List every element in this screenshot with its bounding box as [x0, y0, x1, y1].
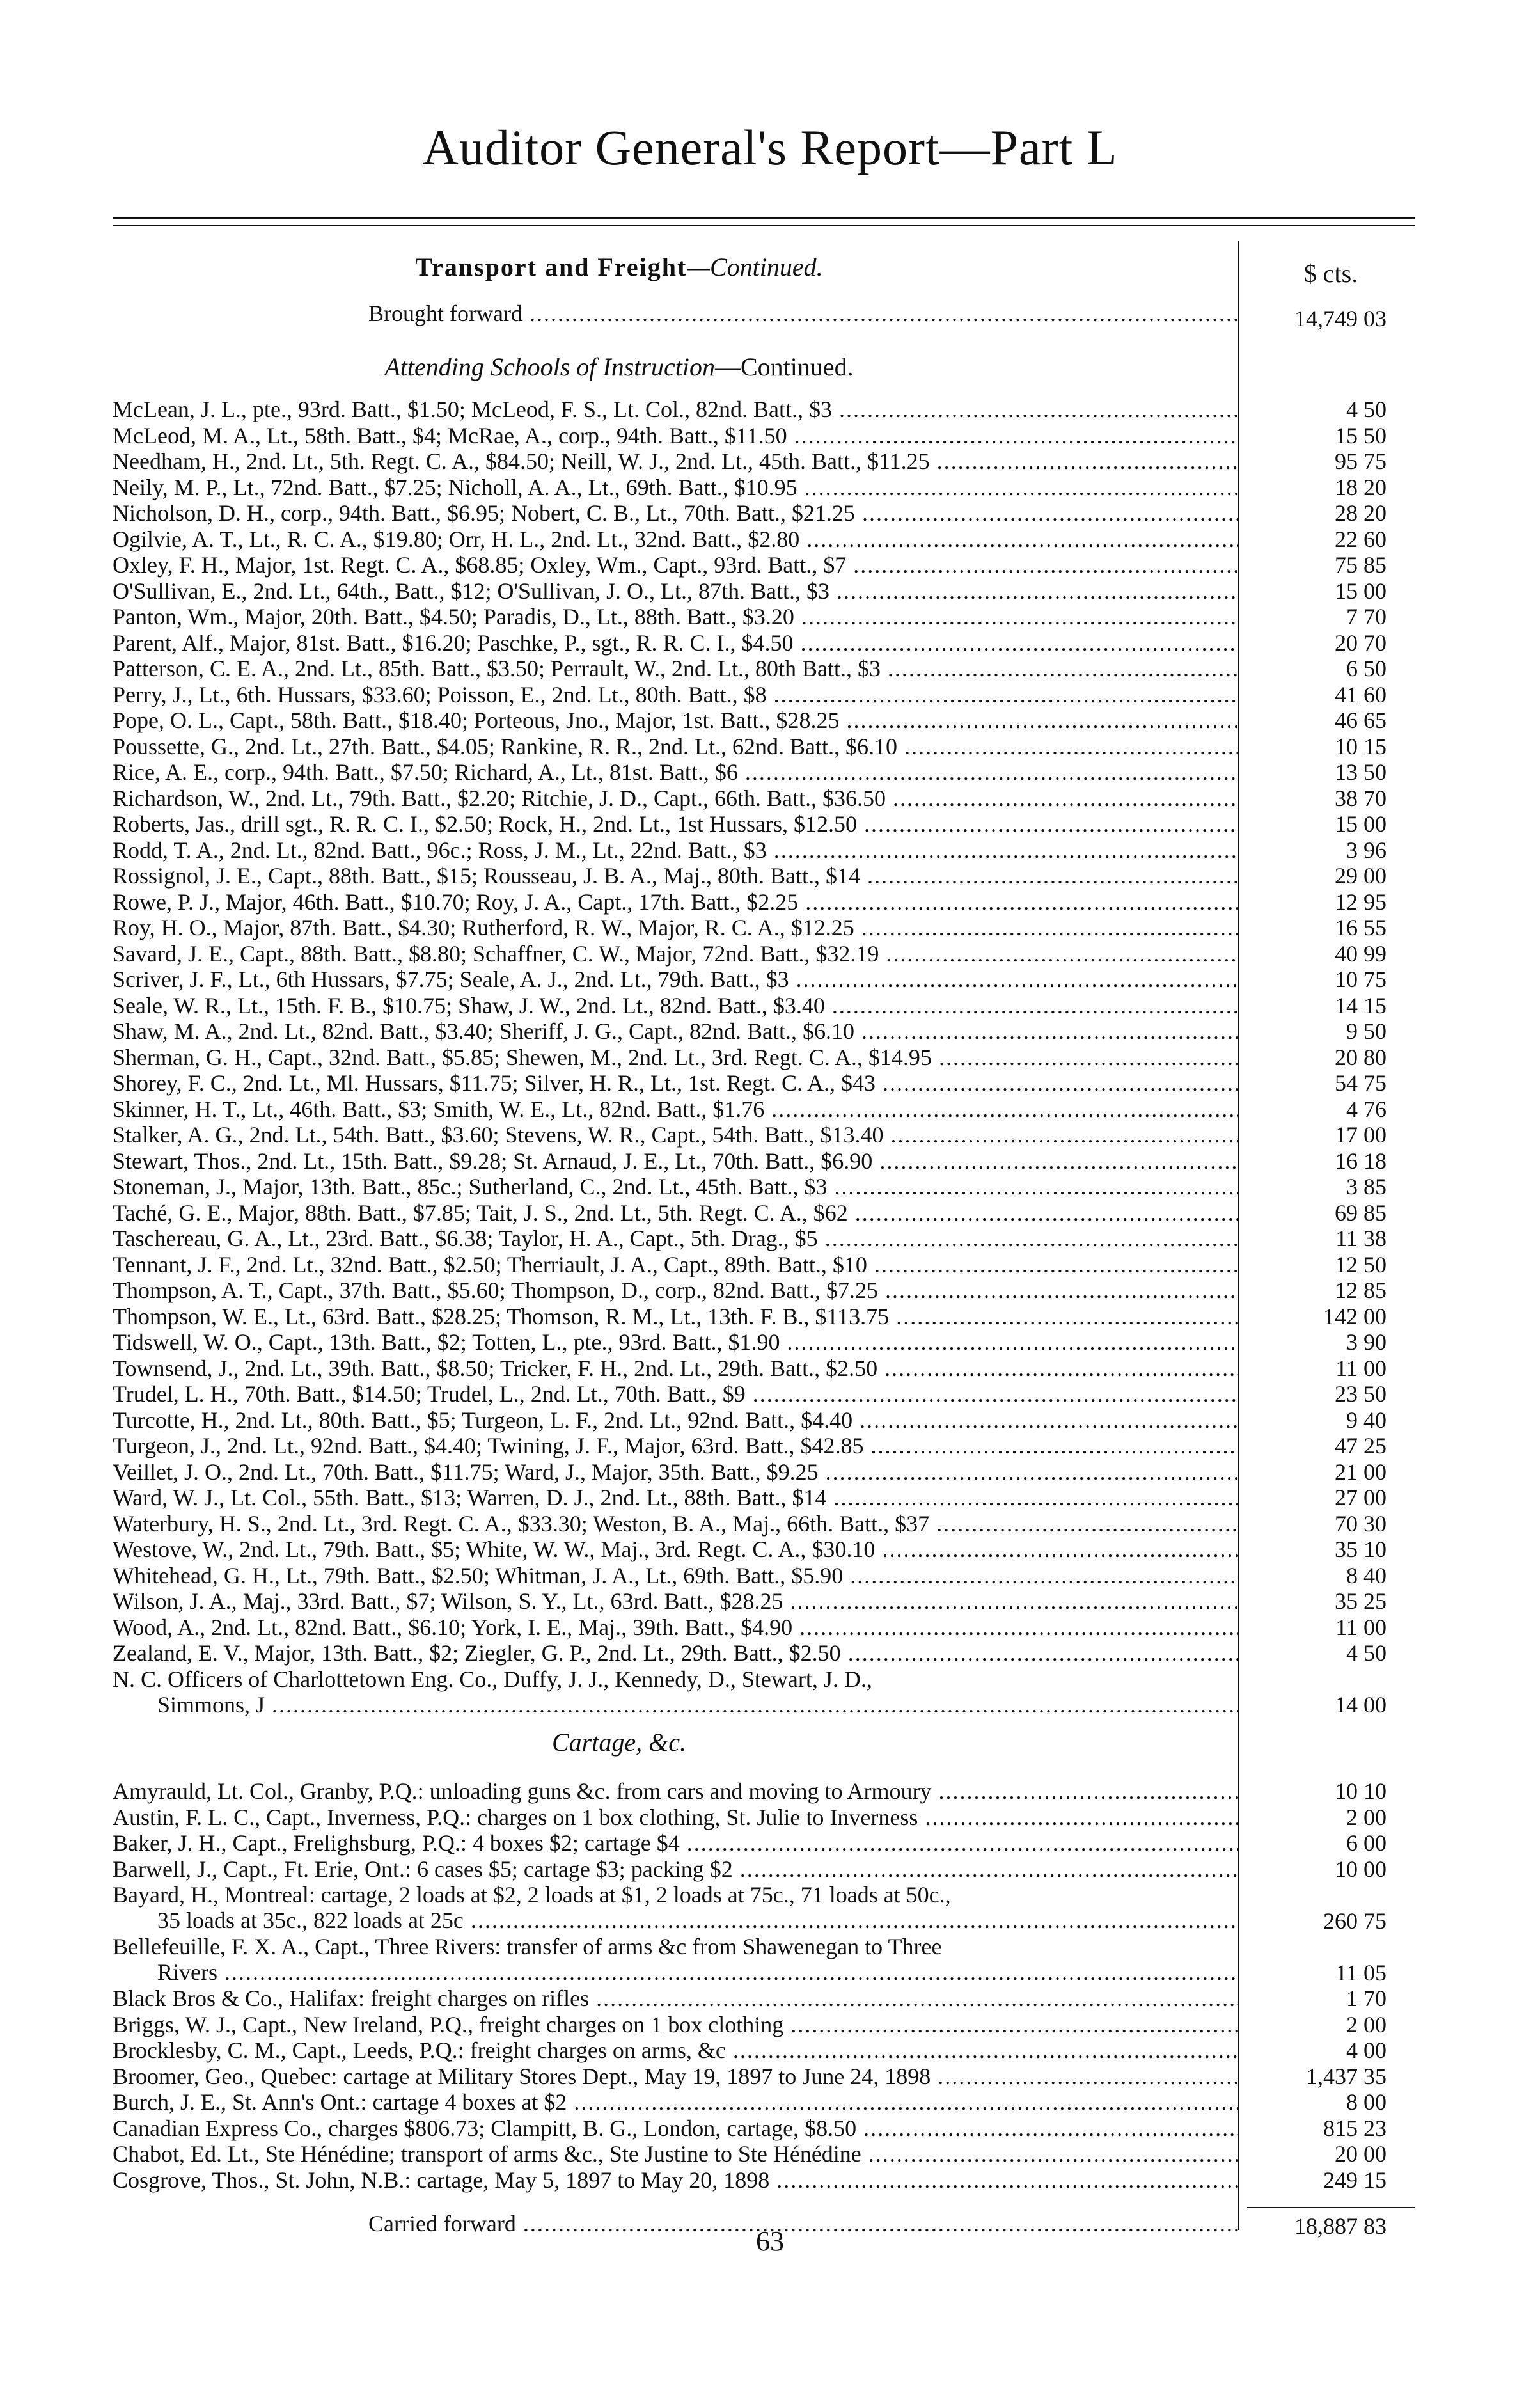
schools-entry-text: N. C. Officers of Charlottetown Eng. Co., Duffy, J. J., Kennedy, D., Stewart, J. D., — [113, 1666, 872, 1692]
schools-entry — [113, 475, 1238, 500]
cartage-entry-text: Amyrauld, Lt. Col., Granby, P.Q.: unloading guns &c. from cars and moving to Armoury ..... — [113, 1778, 1238, 1804]
schools-entry-amount: 28 20 — [1335, 500, 1387, 526]
schools-entry-text: Westove, W., 2nd. Lt., 79th. Batt., $5; White, W. W., Maj., 3rd. Regt. C. A., $30.10 ..... — [113, 1537, 1238, 1562]
cartage-entry — [113, 1882, 1238, 1933]
schools-entry-amount: 75 85 — [1335, 552, 1387, 578]
schools-entry — [113, 1148, 1238, 1174]
schools-entry-text: Stoneman, J., Major, 13th. Batt., 85c.; Sutherland, C., 2nd. Lt., 45th. Batt., $3 ..... — [113, 1174, 1238, 1199]
schools-entry-text: Neily, M. P., Lt., 72nd. Batt., $7.25; Nicholl, A. A., Lt., 69th. Batt., $10.95 ..... — [113, 475, 1238, 500]
schools-entry-amount: 3 85 — [1346, 1174, 1387, 1199]
schools-entry-text: Poussette, G., 2nd. Lt., 27th. Batt., $4.05; Rankine, R. R., 2nd. Lt., 62nd. Batt., $6.10 ..... — [113, 734, 1238, 759]
schools-entry — [113, 1045, 1238, 1070]
schools-entry-amount: 142 00 — [1323, 1303, 1387, 1329]
schools-entry-amount: 27 00 — [1335, 1485, 1387, 1510]
cartage-entry-amount: 2 00 — [1346, 2011, 1387, 2037]
schools-entry-amount: 47 25 — [1335, 1433, 1387, 1458]
schools-entry — [113, 1018, 1238, 1044]
schools-entry-text: Oxley, F. H., Major, 1st. Regt. C. A., $68.85; Oxley, Wm., Capt., 93rd. Batt., $7 ..... — [113, 552, 1238, 578]
brought-forward-amount: 14,749 03 — [1294, 306, 1387, 331]
schools-entry — [113, 1200, 1238, 1226]
schools-entry — [113, 397, 1238, 422]
schools-entry-amount: 12 95 — [1335, 889, 1387, 915]
schools-entry — [113, 1252, 1238, 1277]
schools-entry — [113, 423, 1238, 448]
schools-entry-text: McLeod, M. A., Lt., 58th. Batt., $4; McRae, A., corp., 94th. Batt., $11.50 ..... — [113, 423, 1238, 448]
cartage-entry-text: Austin, F. L. C., Capt., Inverness, P.Q.: charges on 1 box clothing, St. Julie to Inverness ..... — [113, 1805, 1238, 1830]
schools-entry-amount: 40 99 — [1335, 940, 1387, 967]
schools-entry — [113, 1122, 1238, 1148]
cartage-entry-amount: 10 10 — [1335, 1778, 1387, 1804]
schools-entry-text: Thompson, W. E., Lt., 63rd. Batt., $28.25; Thomson, R. M., Lt., 13th. F. B., $113.75 ..... — [113, 1304, 1238, 1329]
cartage-entry — [113, 1830, 1238, 1856]
schools-entry-amount: 21 00 — [1335, 1458, 1387, 1485]
schools-entry-text: Zealand, E. V., Major, 13th. Batt., $2; Ziegler, G. P., 2nd. Lt., 29th. Batt., $2.50 ..... — [113, 1640, 1238, 1666]
cartage-entry-amount: 260 75 — [1323, 1908, 1387, 1934]
cartage-entry-amount: 8 00 — [1346, 2089, 1387, 2115]
cartage-entry-continuation: Rivers ..... — [113, 1959, 1238, 1985]
cartage-entry — [113, 1805, 1238, 1830]
schools-heading — [0, 352, 1238, 382]
cartage-entry — [113, 2037, 1238, 2063]
top-rule — [113, 217, 1415, 219]
cartage-entry-text: Cosgrove, Thos., St. John, N.B.: cartage, May 5, 1897 to May 20, 1898 ..... — [113, 2167, 1238, 2193]
cartage-entry-text: Burch, J. E., St. Ann's Ont.: cartage 4 boxes at $2 ..... — [113, 2089, 1238, 2115]
schools-entry — [113, 1381, 1238, 1407]
cartage-entry — [113, 2012, 1238, 2037]
schools-entry — [113, 1588, 1238, 1614]
cartage-entry-amount: 10 00 — [1335, 1856, 1387, 1882]
schools-entry-text: Patterson, C. E. A., 2nd. Lt., 85th. Batt., $3.50; Perrault, W., 2nd. Lt., 80th Batt., $3 ..... — [113, 656, 1238, 681]
schools-entry-amount: 14 15 — [1335, 992, 1387, 1018]
cartage-entry-text: Barwell, J., Capt., Ft. Erie, Ont.: 6 cases $5; cartage $3; packing $2 ..... — [113, 1856, 1238, 1882]
cartage-entry-amount: 6 00 — [1346, 1830, 1387, 1856]
schools-entry-text: Ogilvie, A. T., Lt., R. C. A., $19.80; Orr, H. L., 2nd. Lt., 32nd. Batt., $2.80 ..... — [113, 526, 1238, 552]
schools-entry-amount: 4 50 — [1346, 1640, 1387, 1666]
schools-entry-text: Thompson, A. T., Capt., 37th. Batt., $5.60; Thompson, D., corp., 82nd. Batt., $7.25 ..... — [113, 1277, 1238, 1303]
schools-entry-text: McLean, J. L., pte., 93rd. Batt., $1.50; McLeod, F. S., Lt. Col., 82nd. Batt., $3 ..... — [113, 397, 1238, 422]
cartage-entry-text: Black Bros & Co., Halifax: freight charges on rifles ..... — [113, 1986, 1238, 2011]
schools-entry-text: Taschereau, G. A., Lt., 23rd. Batt., $6.38; Taylor, H. A., Capt., 5th. Drag., $5 ..... — [113, 1226, 1238, 1251]
schools-entry-amount: 18 20 — [1335, 474, 1387, 500]
cartage-entry-text: Bellefeuille, F. X. A., Capt., Three Rivers: transfer of arms &c from Shawenegan to Three — [113, 1934, 942, 1959]
schools-entry-amount: 10 75 — [1335, 967, 1387, 992]
schools-entry-amount: 4 76 — [1346, 1096, 1387, 1122]
schools-entry-amount: 11 38 — [1335, 1226, 1387, 1251]
cartage-entry-text: Canadian Express Co., charges $806.73; Clampitt, B. G., London, cartage, $8.50 ..... — [113, 2115, 1238, 2141]
schools-entry — [113, 1459, 1238, 1485]
schools-entry-text: Veillet, J. O., 2nd. Lt., 70th. Batt., $11.75; Ward, J., Major, 35th. Batt., $9.25 ..... — [113, 1459, 1238, 1485]
schools-entry-amount: 70 30 — [1335, 1510, 1387, 1537]
cartage-entry — [113, 2064, 1238, 2089]
schools-entry-amount: 9 50 — [1346, 1018, 1387, 1044]
schools-entry — [113, 1226, 1238, 1251]
schools-entry-text: Seale, W. R., Lt., 15th. F. B., $10.75; Shaw, J. W., 2nd. Lt., 82nd. Batt., $3.40 ..... — [113, 993, 1238, 1018]
schools-entry-amount: 6 50 — [1346, 656, 1387, 681]
schools-entry-amount: 11 00 — [1335, 1355, 1387, 1381]
schools-entry — [113, 1329, 1238, 1355]
schools-entry-amount: 41 60 — [1335, 681, 1387, 707]
schools-entry-text: Ward, W. J., Lt. Col., 55th. Batt., $13; Warren, D. J., 2nd. Lt., 88th. Batt., $14 ..... — [113, 1485, 1238, 1510]
schools-heading-italic: Attending Schools of Instruction — [384, 352, 715, 381]
cartage-entry-amount: 1,437 35 — [1306, 2063, 1387, 2089]
schools-entry-text: Shaw, M. A., 2nd. Lt., 82nd. Batt., $3.40; Sheriff, J. G., Capt., 82nd. Batt., $6.10 ..... — [113, 1018, 1238, 1044]
cartage-entry-amount: 11 05 — [1335, 1959, 1387, 1986]
schools-entry-text: Parent, Alf., Major, 81st. Batt., $16.20; Paschke, P., sgt., R. R. C. I., $4.50 ..... — [113, 630, 1238, 656]
cartage-entry-continuation: 35 loads at 35c., 822 loads at 25c ..... — [113, 1908, 1238, 1933]
schools-entry-text: Turgeon, J., 2nd. Lt., 92nd. Batt., $4.40; Twining, J. F., Major, 63rd. Batt., $42.85 ..... — [113, 1433, 1238, 1458]
schools-entry-amount: 46 65 — [1335, 707, 1387, 733]
top-rule-thin — [113, 225, 1415, 226]
carried-forward-amount: 18,887 83 — [1294, 2213, 1387, 2239]
schools-entry-amount: 15 00 — [1335, 811, 1387, 837]
cartage-entry-text: Bayard, H., Montreal: cartage, 2 loads at $2, 2 loads at $1, 2 loads at 75c., 71 loads at 50c., — [113, 1882, 951, 1908]
cartage-entry — [113, 2115, 1238, 2141]
schools-entry-text: Needham, H., 2nd. Lt., 5th. Regt. C. A., $84.50; Neill, W. J., 2nd. Lt., 45th. Batt., $11.25 ..... — [113, 448, 1238, 474]
schools-entry-text: Scriver, J. F., Lt., 6th Hussars, $7.75; Seale, A. J., 2nd. Lt., 79th. Batt., $3 ..... — [113, 967, 1238, 992]
schools-entry — [113, 1304, 1238, 1329]
schools-entry-text: Roberts, Jas., drill sgt., R. R. C. I., $2.50; Rock, H., 2nd. Lt., 1st Hussars, $12.50 ..... — [113, 811, 1238, 837]
schools-entry-amount: 35 10 — [1335, 1537, 1387, 1562]
schools-entry — [113, 915, 1238, 940]
cartage-entry-amount: 20 00 — [1335, 2141, 1387, 2167]
schools-entry-amount: 4 50 — [1346, 397, 1387, 422]
brought-forward — [113, 301, 1238, 326]
schools-entry-amount: 95 75 — [1335, 448, 1387, 474]
schools-entry-text: Richardson, W., 2nd. Lt., 79th. Batt., $2.20; Ritchie, J. D., Capt., 66th. Batt., $36.50 ..... — [113, 786, 1238, 811]
schools-entry — [113, 630, 1238, 656]
schools-entry-amount: 20 80 — [1335, 1044, 1387, 1070]
schools-entry-text: Sherman, G. H., Capt., 32nd. Batt., $5.85; Shewen, M., 2nd. Lt., 3rd. Regt. C. A., $14.95 ..... — [113, 1045, 1238, 1070]
schools-entry — [113, 526, 1238, 552]
cartage-entry — [113, 2141, 1238, 2167]
schools-entry-text: Panton, Wm., Major, 20th. Batt., $4.50; Paradis, D., Lt., 88th. Batt., $3.20 ..... — [113, 604, 1238, 629]
carried-forward-label: Carried forward ..... — [368, 2211, 1238, 2236]
schools-entry-text: Roy, H. O., Major, 87th. Batt., $4.30; Rutherford, R. W., Major, R. C. A., $12.25 ..... — [113, 915, 1238, 940]
schools-entry — [113, 552, 1238, 578]
schools-entry — [113, 993, 1238, 1018]
cartage-entry-text: Chabot, Ed. Lt., Ste Hénédine; transport of arms &c., Ste Justine to Ste Hénédine ..... — [113, 2141, 1238, 2167]
schools-heading-continued: —Continued. — [714, 352, 854, 381]
schools-entry — [113, 1407, 1238, 1433]
schools-entry-text: Rowe, P. J., Major, 46th. Batt., $10.70; Roy, J. A., Capt., 17th. Batt., $2.25 ..... — [113, 889, 1238, 915]
schools-entry-amount: 15 00 — [1335, 578, 1387, 604]
section-title-bold: Transport and Freight — [415, 253, 688, 281]
schools-entry-text: Skinner, H. T., Lt., 46th. Batt., $3; Smith, W. E., Lt., 82nd. Batt., $1.76 ..... — [113, 1096, 1238, 1122]
schools-entry — [113, 1615, 1238, 1640]
schools-entry-text: Nicholson, D. H., corp., 94th. Batt., $6.95; Nobert, C. B., Lt., 70th. Batt., $21.25 ..... — [113, 500, 1238, 526]
schools-entry-amount: 29 00 — [1335, 863, 1387, 889]
schools-entry — [113, 604, 1238, 629]
schools-entry — [113, 500, 1238, 526]
cartage-heading: Cartage, &c. — [552, 1728, 686, 1757]
amount-column-divider — [1238, 241, 1239, 2230]
cartage-entry-text: Briggs, W. J., Capt., New Ireland, P.Q., freight charges on 1 box clothing ..... — [113, 2012, 1238, 2037]
schools-entry-amount: 3 96 — [1346, 837, 1387, 863]
schools-entry-amount: 14 00 — [1335, 1692, 1387, 1718]
schools-entry — [113, 1485, 1238, 1510]
section-title — [0, 252, 1238, 282]
schools-entry-amount: 17 00 — [1335, 1122, 1387, 1148]
schools-entry-continuation: Simmons, J ..... — [113, 1692, 1238, 1718]
schools-entry-text: Stewart, Thos., 2nd. Lt., 15th. Batt., $9.28; St. Arnaud, J. E., Lt., 70th. Batt., $6.90 ..... — [113, 1148, 1238, 1174]
schools-entry-amount: 38 70 — [1335, 785, 1387, 811]
cartage-entry-text: Baker, J. H., Capt., Frelighsburg, P.Q.: 4 boxes $2; cartage $4 ..... — [113, 1830, 1238, 1856]
schools-entry-amount: 23 50 — [1335, 1381, 1387, 1407]
schools-entry-amount: 54 75 — [1335, 1070, 1387, 1096]
schools-entry — [113, 707, 1238, 733]
schools-entry-text: Rice, A. E., corp., 94th. Batt., $7.50; Richard, A., Lt., 81st. Batt., $6 ..... — [113, 759, 1238, 785]
schools-entry-amount: 7 70 — [1346, 604, 1387, 629]
schools-entry — [113, 1537, 1238, 1562]
schools-entry-amount: 35 25 — [1335, 1588, 1387, 1614]
cartage-entry — [113, 2089, 1238, 2115]
cartage-entry — [113, 1986, 1238, 2011]
currency-column-head: $ cts. — [1303, 259, 1358, 288]
schools-entry-text: Pope, O. L., Capt., 58th. Batt., $18.40; Porteous, Jno., Major, 1st. Batt., $28.25 ..... — [113, 707, 1238, 733]
schools-entry — [113, 1666, 1238, 1718]
schools-entry — [113, 759, 1238, 785]
brought-forward-label: Brought forward ..... — [368, 301, 1238, 326]
schools-entry-amount: 69 85 — [1335, 1199, 1387, 1226]
carried-forward-rule — [1247, 2207, 1415, 2208]
schools-entry — [113, 1277, 1238, 1303]
page-number: 63 — [756, 2225, 784, 2257]
schools-entry-amount: 15 50 — [1335, 422, 1387, 448]
schools-entry-text: Townsend, J., 2nd. Lt., 39th. Batt., $8.50; Tricker, F. H., 2nd. Lt., 29th. Batt., $2.50 ..... — [113, 1356, 1238, 1381]
schools-entry — [113, 837, 1238, 863]
schools-entry-text: Waterbury, H. S., 2nd. Lt., 3rd. Regt. C. A., $33.30; Weston, B. A., Maj., 66th. Batt., $37 ..... — [113, 1511, 1238, 1537]
cartage-entry-amount: 2 00 — [1346, 1804, 1387, 1830]
schools-entry — [113, 967, 1238, 992]
schools-entry — [113, 682, 1238, 707]
schools-entry-text: Whitehead, G. H., Lt., 79th. Batt., $2.50; Whitman, J. A., Lt., 69th. Batt., $5.90 ..... — [113, 1563, 1238, 1588]
cartage-entry — [113, 2167, 1238, 2193]
cartage-entry — [113, 1934, 1238, 1985]
schools-entry-amount: 20 70 — [1335, 629, 1387, 656]
schools-entry — [113, 863, 1238, 889]
schools-entry-text: Wilson, J. A., Maj., 33rd. Batt., $7; Wilson, S. Y., Lt., 63rd. Batt., $28.25 ..... — [113, 1588, 1238, 1614]
schools-entry-text: Stalker, A. G., 2nd. Lt., 54th. Batt., $3.60; Stevens, W. R., Capt., 54th. Batt., $13.40 ..... — [113, 1122, 1238, 1148]
schools-entry-text: Taché, G. E., Major, 88th. Batt., $7.85; Tait, J. S., 2nd. Lt., 5th. Regt. C. A., $62 ..... — [113, 1200, 1238, 1226]
section-title-continued: —Continued. — [687, 253, 823, 281]
schools-entry — [113, 941, 1238, 967]
schools-entry — [113, 734, 1238, 759]
schools-entry-text: Rodd, T. A., 2nd. Lt., 82nd. Batt., 96c.; Ross, J. M., Lt., 22nd. Batt., $3 ..... — [113, 837, 1238, 863]
schools-entry-amount: 8 40 — [1346, 1562, 1387, 1588]
schools-entry — [113, 448, 1238, 474]
schools-entry-text: Perry, J., Lt., 6th. Hussars, $33.60; Poisson, E., 2nd. Lt., 80th. Batt., $8 ..... — [113, 682, 1238, 707]
schools-entry-text: Savard, J. E., Capt., 88th. Batt., $8.80; Schaffner, C. W., Major, 72nd. Batt., $32.19 ..... — [113, 941, 1238, 967]
cartage-entry-amount: 249 15 — [1323, 2167, 1387, 2193]
schools-entry-text: Tennant, J. F., 2nd. Lt., 32nd. Batt., $2.50; Therriault, J. A., Capt., 89th. Batt., $10 ..... — [113, 1252, 1238, 1277]
schools-entry-amount: 16 18 — [1335, 1148, 1387, 1174]
schools-entry-amount: 9 40 — [1346, 1407, 1387, 1433]
cartage-entry-text: Broomer, Geo., Quebec: cartage at Military Stores Dept., May 19, 1897 to June 24, 1898 ..... — [113, 2064, 1238, 2089]
schools-entry — [113, 1070, 1238, 1096]
schools-entry — [113, 1640, 1238, 1666]
schools-entry-amount: 12 50 — [1335, 1251, 1387, 1277]
cartage-entry — [113, 1856, 1238, 1882]
cartage-entry-amount: 4 00 — [1346, 2037, 1387, 2063]
schools-entry — [113, 578, 1238, 604]
schools-entry — [113, 889, 1238, 915]
schools-entry — [113, 1563, 1238, 1588]
schools-entry — [113, 1356, 1238, 1381]
schools-entry — [113, 1511, 1238, 1537]
schools-entry-text: Tidswell, W. O., Capt., 13th. Batt., $2; Totten, L., pte., 93rd. Batt., $1.90 ..... — [113, 1329, 1238, 1355]
schools-entry-amount: 16 55 — [1335, 915, 1387, 940]
schools-entry — [113, 1096, 1238, 1122]
schools-entry-text: Rossignol, J. E., Capt., 88th. Batt., $15; Rousseau, J. B. A., Maj., 80th. Batt., $14 ..... — [113, 863, 1238, 889]
cartage-entry-amount: 1 70 — [1346, 1986, 1387, 2011]
schools-entry — [113, 1174, 1238, 1199]
schools-entry-text: O'Sullivan, E., 2nd. Lt., 64th., Batt., $12; O'Sullivan, J. O., Lt., 87th. Batt., $3 ..... — [113, 578, 1238, 604]
page-title: Auditor General's Report—Part L — [422, 120, 1118, 175]
schools-entry — [113, 1433, 1238, 1458]
schools-entry — [113, 811, 1238, 837]
schools-entry — [113, 786, 1238, 811]
schools-entry-amount: 22 60 — [1335, 526, 1387, 552]
cartage-entry-text: Brocklesby, C. M., Capt., Leeds, P.Q.: freight charges on arms, &c ..... — [113, 2037, 1238, 2063]
schools-entry-amount: 10 15 — [1335, 733, 1387, 759]
schools-entry-text: Shorey, F. C., 2nd. Lt., Ml. Hussars, $11.75; Silver, H. R., Lt., 1st. Regt. C. A., $43 ..... — [113, 1070, 1238, 1096]
schools-entry-text: Turcotte, H., 2nd. Lt., 80th. Batt., $5; Turgeon, L. F., 2nd. Lt., 92nd. Batt., $4.40 ..... — [113, 1407, 1238, 1433]
schools-entry-amount: 13 50 — [1335, 759, 1387, 785]
schools-entry — [113, 656, 1238, 681]
schools-entry-text: Trudel, L. H., 70th. Batt., $14.50; Trudel, L., 2nd. Lt., 70th. Batt., $9 ..... — [113, 1381, 1238, 1407]
schools-entry-text: Wood, A., 2nd. Lt., 82nd. Batt., $6.10; York, I. E., Maj., 39th. Batt., $4.90 ..... — [113, 1615, 1238, 1640]
schools-entry-amount: 3 90 — [1346, 1329, 1387, 1355]
cartage-entry — [113, 1778, 1238, 1804]
cartage-entry-amount: 815 23 — [1323, 2115, 1387, 2141]
schools-entry-amount: 12 85 — [1335, 1277, 1387, 1303]
schools-entry-amount: 11 00 — [1335, 1614, 1387, 1640]
